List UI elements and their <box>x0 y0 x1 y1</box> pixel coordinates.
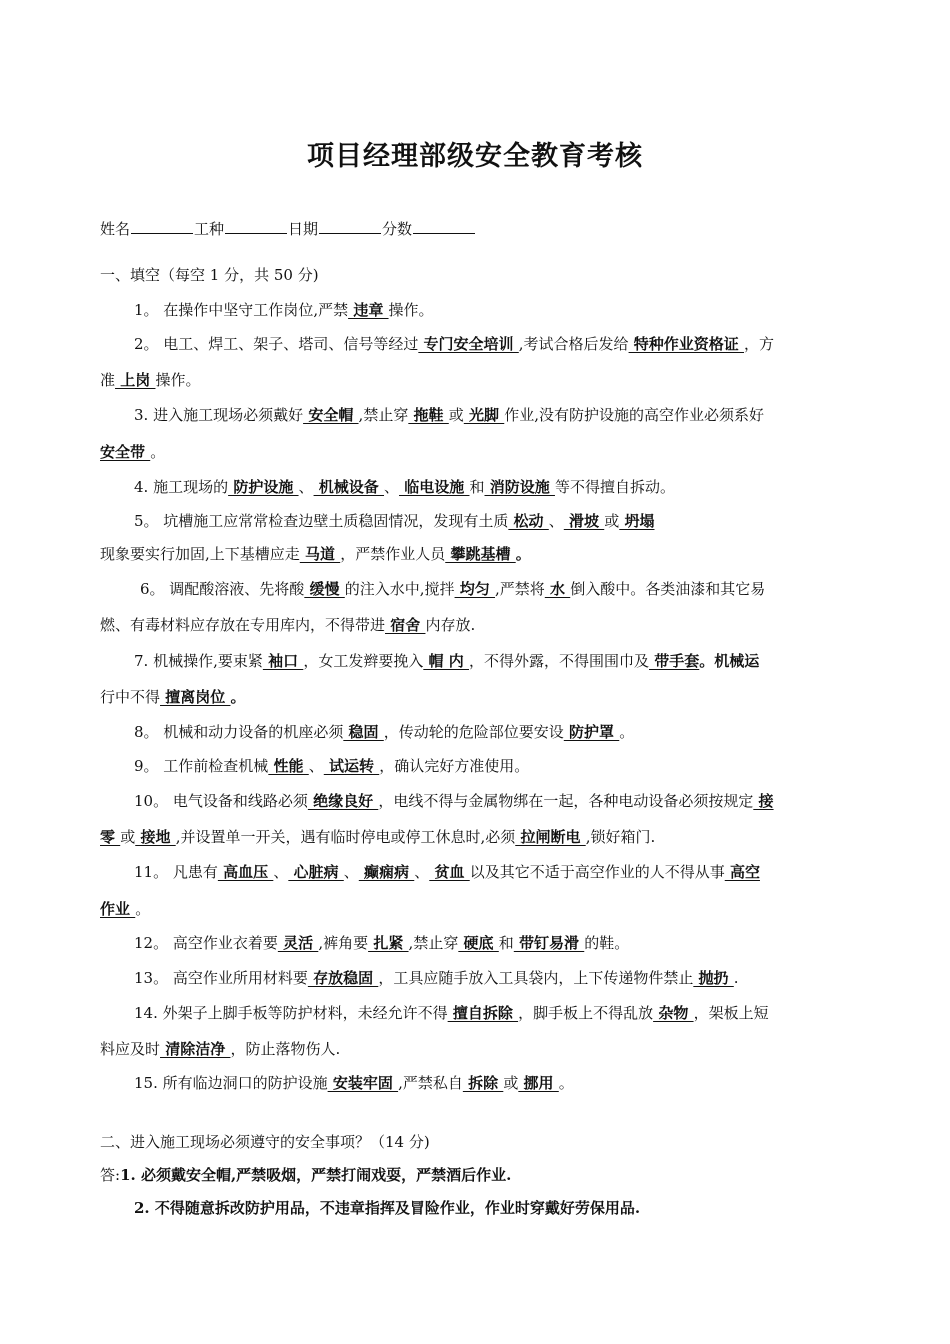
question-3 <box>134 404 764 426</box>
answer-blank: 接地 <box>135 828 176 846</box>
question-text: 15. 所有临边洞口的防护设施 <box>134 1074 328 1092</box>
answer-line-1 <box>100 1164 511 1186</box>
answer-blank: 接 <box>753 792 774 810</box>
answer-blank: 硬底 <box>458 934 499 952</box>
question-text: 3. 进入施工现场必须戴好 <box>134 406 304 424</box>
answer-blank: 马道 <box>299 545 341 563</box>
answer-blank: 作业 <box>100 900 136 918</box>
question-text: 操作。 <box>155 371 201 389</box>
question-text: ，电线不得与金属物绑在一起，各种电动设备必须按规定 <box>378 792 754 810</box>
question-10 <box>134 790 774 812</box>
question-text: 7. 机械操作,要束紧 <box>134 652 263 670</box>
question-7-cont <box>100 686 245 708</box>
question-text: 2。 电工、焊工、架子、塔司、信号等经过 <box>134 335 419 353</box>
question-text: 或 <box>503 1074 519 1092</box>
question-text: ,严禁私自 <box>398 1074 463 1092</box>
answer-blank: 光脚 <box>463 406 505 424</box>
score-label: 分数 <box>382 220 413 238</box>
job-blank[interactable] <box>225 219 287 234</box>
answer-text: 2. 不得随意拆改防护用品，不违章指挥及冒险作业，作业时穿戴好劳保用品. <box>134 1199 641 1217</box>
answer-text: 1. 必须戴安全帽,严禁吸烟，严禁打闹戏耍，严禁酒后作业. <box>120 1166 512 1184</box>
question-3-cont <box>100 441 165 463</box>
answer-blank: 带钉易滑 <box>513 934 585 952</box>
answer-blank: 杂物 <box>653 1004 694 1022</box>
question-text: 等不得擅自拆动。 <box>554 478 675 496</box>
question-text: ，脚手板上不得乱放 <box>518 1004 654 1022</box>
question-text: ,考试合格后发给 <box>518 335 629 353</box>
question-text: 。 <box>619 723 635 741</box>
question-11 <box>134 861 760 883</box>
answer-blank: 袖口 <box>262 652 304 670</box>
answer-blank: 稳固 <box>343 723 384 741</box>
question-5-cont <box>100 543 531 565</box>
question-text: ，确认完好方准使用。 <box>379 757 530 775</box>
question-text: 的鞋。 <box>584 934 630 952</box>
question-text: ，严禁作业人员 <box>340 545 446 563</box>
question-text: ,并设置单一开关，遇有临时停电或停工休息时,必须 <box>175 828 516 846</box>
question-text: 。 <box>515 545 531 563</box>
answer-blank: 违章 <box>348 301 389 319</box>
answer-blank: 帽 内 <box>423 652 469 670</box>
question-text: 12。 高空作业衣着要 <box>134 934 278 952</box>
question-text: ，防止落物伤人. <box>230 1040 341 1058</box>
question-15 <box>134 1072 574 1094</box>
name-label: 姓名 <box>100 220 131 238</box>
question-text: 倒入酸中。各类油漆和其它易 <box>570 580 766 598</box>
question-10-cont <box>100 826 655 848</box>
question-text: ，女工发辫要挽入 <box>303 652 424 670</box>
answer-blank: 临电设施 <box>399 478 470 496</box>
question-text: . <box>733 969 739 987</box>
question-text: 9。 工作前检查机械 <box>134 757 269 775</box>
answer-blank: 高血压 <box>217 863 274 881</box>
question-9 <box>134 755 529 777</box>
answer-blank: 试运转 <box>323 757 380 775</box>
question-text: 14. 外架子上脚手板等防护材料，未经允许不得 <box>134 1004 448 1022</box>
answer-blank: 心脏病 <box>288 863 344 881</box>
question-6 <box>140 578 765 600</box>
answer-blank: 专门安全培训 <box>418 335 519 353</box>
answer-blank: 拖鞋 <box>408 406 449 424</box>
question-text: 、 <box>548 512 564 530</box>
answer-blank: 清除洁净 <box>160 1040 231 1058</box>
question-text: 10。 电气设备和线路必须 <box>134 792 308 810</box>
question-text: 以及其它不适于高空作业的人不得从事 <box>469 863 725 881</box>
question-6-cont <box>100 614 475 636</box>
job-label: 工种 <box>194 220 225 238</box>
section2-heading: 二、进入施工现场必须遵守的安全事项？（14 分) <box>100 1133 430 1151</box>
question-2-cont <box>100 369 200 391</box>
answer-blank: 特种作业资格证 <box>628 335 745 353</box>
question-text: 和 <box>498 934 514 952</box>
question-14-cont <box>100 1038 340 1060</box>
answer-line-2 <box>134 1197 640 1219</box>
answer-blank: 高空 <box>724 863 760 881</box>
question-text: 。 <box>150 443 166 461</box>
answer-blank: 防护设施 <box>228 478 299 496</box>
answer-blank: 零 <box>100 828 121 846</box>
question-8 <box>134 721 634 743</box>
question-text: 和 <box>469 478 485 496</box>
answer-blank: 安装牢固 <box>327 1074 399 1092</box>
answer-blank: 绝缘良好 <box>307 792 379 810</box>
question-text: 。 <box>135 900 151 918</box>
answer-blank: 带手套 <box>649 652 700 670</box>
question-text: ,严禁将 <box>495 580 545 598</box>
question-5 <box>134 510 655 532</box>
question-text: 8。 机械和动力设备的机座必须 <box>134 723 344 741</box>
answer-blank: 缓慢 <box>304 580 345 598</box>
score-blank[interactable] <box>413 219 475 234</box>
question-text: 11。 凡患有 <box>134 863 218 881</box>
question-text: ,裤角要 <box>318 934 369 952</box>
answer-blank: 贫血 <box>429 863 470 881</box>
answer-blank: 安全帽 <box>303 406 359 424</box>
question-text: ,禁止穿 <box>408 934 459 952</box>
question-text: ，架板上短 <box>693 1004 769 1022</box>
answer-blank: 擅自拆除 <box>447 1004 519 1022</box>
question-text: 燃、有毒材料应存放在专用库内，不得带进 <box>100 616 386 634</box>
question-text: 作业,没有防护设施的高空作业必须系好 <box>504 406 765 424</box>
question-text: 料应及时 <box>100 1040 161 1058</box>
question-1 <box>134 299 434 321</box>
answer-blank: 抛扔 <box>693 969 734 987</box>
question-text: 。 <box>558 1074 574 1092</box>
answer-blank: 上岗 <box>115 371 156 389</box>
answer-blank: 机械设备 <box>313 478 385 496</box>
question-text: 。机械运 <box>699 652 760 670</box>
question-text: 现象要实行加固,上下基槽应走 <box>100 545 300 563</box>
question-text: 操作。 <box>388 301 434 319</box>
question-text: 、 <box>308 757 324 775</box>
question-text: 的注入水中,搅拌 <box>344 580 455 598</box>
answer-blank: 水 <box>544 580 571 598</box>
question-text: ，不得外露，不得围围巾及 <box>469 652 650 670</box>
question-11-cont <box>100 898 150 920</box>
answer-blank: 拆除 <box>462 1074 504 1092</box>
date-blank[interactable] <box>319 219 381 234</box>
answer-blank: 存放稳固 <box>307 969 379 987</box>
question-text: 、 <box>298 478 314 496</box>
answer-blank: 宿舍 <box>385 616 426 634</box>
answer-blank: 坍塌 <box>619 512 655 530</box>
question-text: ,禁止穿 <box>358 406 409 424</box>
question-text: 、 <box>384 478 400 496</box>
answer-blank: 松动 <box>508 512 549 530</box>
section1-heading: 一、填空（每空 1 分，共 50 分) <box>100 266 319 284</box>
question-text: 6。 调配酸溶液、先将酸 <box>140 580 305 598</box>
header-info-line <box>100 218 476 240</box>
question-text: 内存放. <box>425 616 476 634</box>
question-12 <box>134 932 629 954</box>
question-2 <box>134 333 774 355</box>
question-7 <box>134 650 759 672</box>
question-text: 或 <box>120 828 136 846</box>
question-text: 行中不得 <box>100 688 161 706</box>
date-label: 日期 <box>288 220 319 238</box>
answer-blank: 拉闸断电 <box>515 828 586 846</box>
answer-blank: 安全带 <box>100 443 151 461</box>
answer-blank: 挪用 <box>518 1074 559 1092</box>
question-13 <box>134 967 739 989</box>
question-text: 准 <box>100 371 116 389</box>
answer-blank: 灵活 <box>277 934 319 952</box>
answer-blank: 擅离岗位 <box>160 688 231 706</box>
question-text: 。 <box>230 688 246 706</box>
answer-blank: 滑坡 <box>563 512 605 530</box>
question-text: ,锁好箱门. <box>585 828 656 846</box>
page-title: 项目经理部级安全教育考核 <box>307 141 643 172</box>
question-text: 或 <box>604 512 620 530</box>
question-text: 5。 坑槽施工应常常检查边壁土质稳固情况，发现有土质 <box>134 512 509 530</box>
question-text: ，工具应随手放入工具袋内，上下传递物件禁止 <box>378 969 694 987</box>
answer-blank: 攀跳基槽 <box>445 545 516 563</box>
question-14 <box>134 1002 769 1024</box>
question-text: ，方 <box>744 335 775 353</box>
question-text: 、 <box>273 863 289 881</box>
answer-blank: 癫痫病 <box>358 863 415 881</box>
answer-blank: 消防设施 <box>484 478 555 496</box>
question-text: 或 <box>448 406 464 424</box>
name-blank[interactable] <box>131 219 193 234</box>
question-text: 、 <box>343 863 359 881</box>
answer-blank: 性能 <box>268 757 309 775</box>
question-text: 4. 施工现场的 <box>134 478 229 496</box>
question-text: 1。 在操作中坚守工作岗位,严禁 <box>134 301 349 319</box>
question-text: 、 <box>414 863 430 881</box>
question-4 <box>134 476 675 498</box>
question-text: 13。 高空作业所用材料要 <box>134 969 308 987</box>
answer-blank: 防护罩 <box>563 723 620 741</box>
answer-blank: 扎紧 <box>368 934 409 952</box>
answer-blank: 均匀 <box>454 580 496 598</box>
answer-prefix: 答: <box>100 1166 121 1184</box>
question-text: ，传动轮的危险部位要安设 <box>383 723 564 741</box>
